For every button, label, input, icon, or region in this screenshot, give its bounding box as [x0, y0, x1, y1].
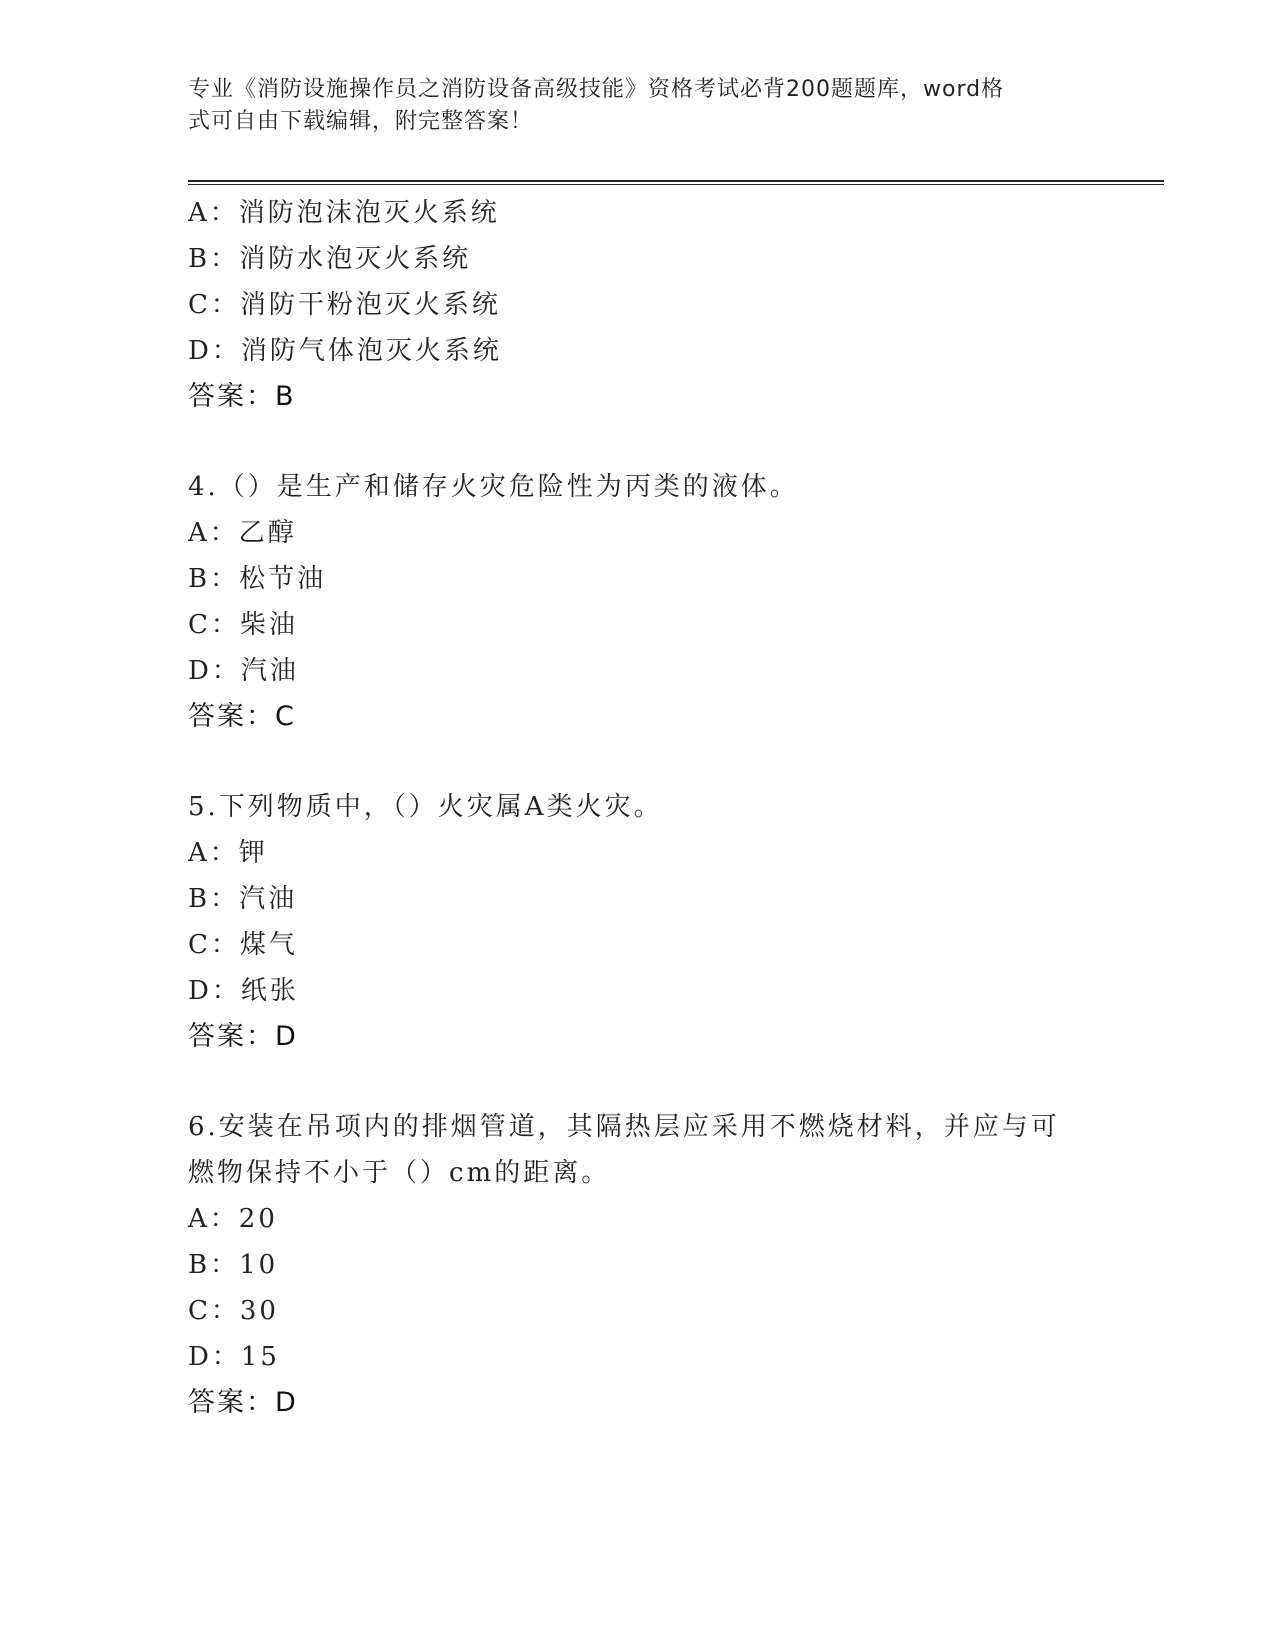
q6-answer: 答案：D	[188, 1387, 298, 1418]
q5-option-a: A：钾	[188, 838, 268, 868]
q6-option-a: A：20	[188, 1204, 278, 1234]
q5-option-d: D：纸张	[188, 976, 299, 1006]
question-spacer	[188, 740, 1088, 784]
question-6-block	[188, 1104, 1088, 1426]
q6-option-d: D：15	[188, 1342, 280, 1372]
q6-option-c: C：30	[188, 1296, 279, 1326]
q4-option-d: D：汽油	[188, 656, 299, 686]
q4-option-b: B：松节油	[188, 564, 327, 594]
header-line-2: 式可自由下载编辑，附完整答案！	[188, 109, 534, 134]
question-spacer	[188, 420, 1088, 464]
q4-option-c: C：柴油	[188, 610, 298, 640]
question-3-block	[188, 190, 1088, 420]
q6-stem-line-2: 燃物保持不小于（）cm的距离。	[188, 1158, 611, 1188]
header-line-1: 专业《消防设施操作员之消防设备高级技能》资格考试必背200题题库，word格	[188, 77, 1005, 102]
q3-option-b: B：消防水泡灭火系统	[188, 244, 472, 274]
q5-option-c: C：煤气	[188, 930, 298, 960]
q3-option-d: D：消防气体泡灭火系统	[188, 336, 502, 366]
q4-answer: 答案：C	[188, 701, 296, 732]
q6-stem-line-1: 6.安装在吊项内的排烟管道，其隔热层应采用不燃烧材料，并应与可	[188, 1112, 1060, 1142]
question-4-block	[188, 464, 1088, 740]
document-header	[188, 74, 1068, 138]
q3-answer: 答案：B	[188, 381, 296, 412]
question-list	[188, 190, 1088, 1426]
question-5-block	[188, 784, 1088, 1060]
q4-stem: 4.（）是生产和储存火灾危险性为丙类的液体。	[188, 472, 799, 502]
header-divider	[188, 180, 1164, 182]
q3-option-a: A：消防泡沫泡灭火系统	[188, 198, 500, 228]
q5-answer: 答案：D	[188, 1021, 298, 1052]
q4-option-a: A：乙醇	[188, 518, 297, 548]
q6-option-b: B：10	[188, 1250, 279, 1280]
q3-option-c: C：消防干粉泡灭火系统	[188, 290, 501, 320]
question-spacer	[188, 1060, 1088, 1104]
q5-option-b: B：汽油	[188, 884, 298, 914]
q5-stem: 5.下列物质中，（）火灾属A类火灾。	[188, 792, 663, 822]
header-divider-thin	[188, 184, 1164, 185]
